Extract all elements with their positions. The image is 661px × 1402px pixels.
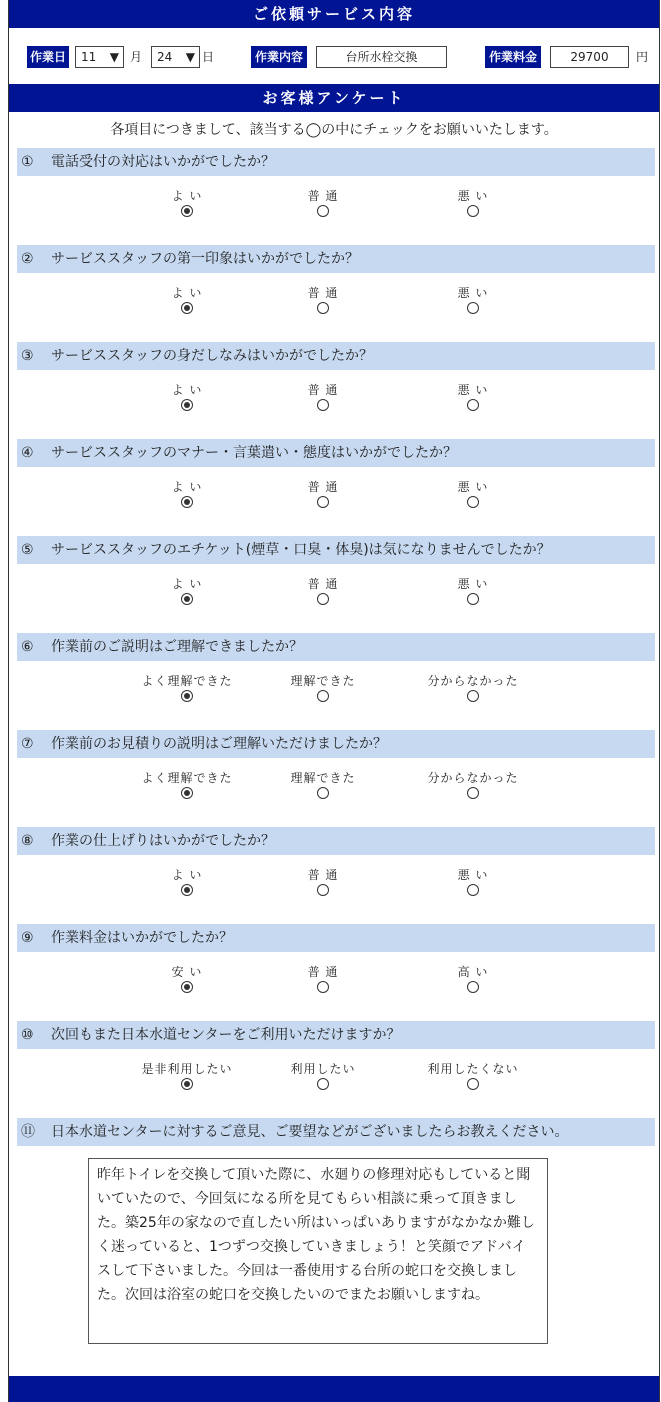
answer-option: [263, 479, 383, 508]
question-number: ①: [21, 154, 34, 170]
option-label: 分からなかった: [427, 771, 519, 785]
question-header: [17, 633, 655, 661]
answer-option: [413, 382, 533, 411]
answer-option: [413, 964, 533, 993]
question-number: ⑪: [21, 1124, 35, 1140]
answer-option: [263, 673, 383, 702]
answer-option: [413, 867, 533, 896]
radio-button[interactable]: [181, 302, 193, 314]
answer-option: [413, 770, 533, 799]
survey-section-header: お客様アンケート: [9, 84, 659, 112]
option-label: よく理解できた: [141, 674, 233, 688]
question-number: ⑥: [21, 639, 34, 655]
answer-option: [413, 576, 533, 605]
fee-unit: 円: [636, 50, 649, 64]
radio-button[interactable]: [467, 787, 479, 799]
question-number: ⑦: [21, 736, 34, 752]
option-label: よく理解できた: [141, 771, 233, 785]
radio-button[interactable]: [317, 496, 329, 508]
question-header: [17, 1021, 655, 1049]
question-7: [9, 730, 659, 827]
question-5: [9, 536, 659, 633]
question-text: サービススタッフの身だしなみはいかがでしたか？: [51, 348, 373, 364]
question-text: 電話受付の対応はいかがでしたか？: [51, 154, 275, 170]
answer-option: [263, 382, 383, 411]
question-number: ⑩: [21, 1027, 34, 1043]
work-fee-label: 作業料金: [485, 46, 541, 68]
radio-button[interactable]: [181, 981, 193, 993]
chevron-down-icon: ▼: [109, 50, 119, 64]
answer-options: [9, 758, 659, 827]
month-select[interactable]: [75, 46, 124, 68]
work-fee-field[interactable]: 29700: [550, 46, 629, 68]
question-text: サービススタッフのマナー・言葉遣い・態度はいかがでしたか？: [51, 445, 457, 461]
question-number: ⑤: [21, 542, 34, 558]
survey-instruction: 各項目につきまして、該当する◯の中にチェックをお願いいたします。: [110, 122, 558, 138]
option-label: 普 通: [307, 868, 339, 882]
question-header: [17, 439, 655, 467]
day-value: 24: [157, 50, 173, 64]
answer-option: [127, 188, 247, 217]
question-header: [17, 1118, 655, 1146]
radio-button[interactable]: [317, 884, 329, 896]
option-label: よ い: [171, 286, 203, 300]
radio-button[interactable]: [181, 205, 193, 217]
answer-option: [413, 188, 533, 217]
option-label: よ い: [171, 480, 203, 494]
answer-option: [263, 770, 383, 799]
question-3: [9, 342, 659, 439]
answer-options: [9, 564, 659, 633]
radio-button[interactable]: [317, 690, 329, 702]
answer-options: [9, 661, 659, 730]
footer-band: [9, 1376, 659, 1402]
option-label: 悪 い: [457, 480, 489, 494]
radio-button[interactable]: [317, 593, 329, 605]
service-info-row: [9, 28, 659, 84]
radio-button[interactable]: [317, 399, 329, 411]
question-text: 作業前のご説明はご理解できましたか？: [51, 639, 303, 655]
chevron-down-icon: ▼: [185, 50, 195, 64]
option-label: 高 い: [457, 965, 489, 979]
radio-button[interactable]: [181, 787, 193, 799]
option-label: 普 通: [307, 189, 339, 203]
answer-options: [9, 952, 659, 1021]
question-header: [17, 730, 655, 758]
option-label: 利用したい: [290, 1062, 356, 1076]
question-list: [9, 148, 659, 1118]
question-number: ②: [21, 251, 34, 267]
question-11: [9, 1118, 659, 1344]
radio-button[interactable]: [467, 981, 479, 993]
option-label: よ い: [171, 868, 203, 882]
option-label: 理解できた: [290, 674, 356, 688]
radio-button[interactable]: [317, 205, 329, 217]
answer-option: [127, 479, 247, 508]
question-text: 次回もまた日本水道センターをご利用いただけますか？: [51, 1027, 401, 1043]
service-section-header: ご依頼サービス内容: [9, 0, 659, 28]
work-date-label: 作業日: [27, 46, 69, 68]
option-label: よ い: [171, 383, 203, 397]
option-label: 理解できた: [290, 771, 356, 785]
answer-option: [263, 576, 383, 605]
option-label: 普 通: [307, 480, 339, 494]
question-header: [17, 342, 655, 370]
radio-button[interactable]: [467, 1078, 479, 1090]
answer-option: [127, 1061, 247, 1090]
question-header: [17, 536, 655, 564]
answer-option: [127, 673, 247, 702]
comment-textarea[interactable]: 昨年トイレを交換して頂いた際に、水廻りの修理対応もしていると聞いていたので、今回気になる所を見てもらい相談に乗って頂きました。築25年の家なので直したい所はいっぱいありますがなかなか難しく迷っていると、1つずつ交換していきましょう！と笑顔でアドバイスして下さいました。今回は一番使用する台所の蛇口を交換しました。次回は浴室の蛇口を交換したいのでまたお願いしますね。: [88, 1158, 548, 1344]
radio-button[interactable]: [181, 399, 193, 411]
question-text: サービススタッフの第一印象はいかがでしたか？: [51, 251, 359, 267]
option-label: 悪 い: [457, 868, 489, 882]
work-content-field[interactable]: 台所水栓交換: [316, 46, 447, 68]
question-text: 作業料金はいかがでしたか？: [51, 930, 233, 946]
option-label: 安 い: [171, 965, 203, 979]
survey-form: [8, 0, 660, 1402]
question-header: [17, 245, 655, 273]
radio-button[interactable]: [467, 496, 479, 508]
question-10: [9, 1021, 659, 1118]
option-label: 普 通: [307, 286, 339, 300]
radio-button[interactable]: [317, 787, 329, 799]
answer-options: [9, 176, 659, 245]
option-label: よ い: [171, 189, 203, 203]
day-unit: 日: [202, 50, 215, 64]
question-1: [9, 148, 659, 245]
option-label: 普 通: [307, 383, 339, 397]
answer-option: [263, 188, 383, 217]
radio-button[interactable]: [181, 690, 193, 702]
answer-option: [263, 964, 383, 993]
option-label: 是非利用したい: [141, 1062, 233, 1076]
answer-option: [127, 964, 247, 993]
radio-button[interactable]: [317, 302, 329, 314]
answer-option: [413, 1061, 533, 1090]
answer-options: [9, 855, 659, 924]
radio-button[interactable]: [317, 981, 329, 993]
radio-button[interactable]: [467, 302, 479, 314]
radio-button[interactable]: [467, 593, 479, 605]
option-label: 利用したくない: [427, 1062, 519, 1076]
radio-button[interactable]: [181, 496, 193, 508]
question-text: 日本水道センターに対するご意見、ご要望などがございましたらお教えください。: [51, 1124, 569, 1140]
option-label: 悪 い: [457, 577, 489, 591]
question-2: [9, 245, 659, 342]
question-4: [9, 439, 659, 536]
month-unit: 月: [130, 50, 143, 64]
answer-option: [127, 576, 247, 605]
radio-button[interactable]: [467, 399, 479, 411]
question-text: 作業の仕上げりはいかがでしたか？: [51, 833, 275, 849]
answer-options: [9, 467, 659, 536]
option-label: 悪 い: [457, 286, 489, 300]
answer-option: [263, 285, 383, 314]
answer-options: [9, 273, 659, 342]
radio-button[interactable]: [467, 884, 479, 896]
answer-option: [413, 673, 533, 702]
option-label: よ い: [171, 577, 203, 591]
answer-options: [9, 370, 659, 439]
question-9: [9, 924, 659, 1021]
option-label: 悪 い: [457, 189, 489, 203]
question-header: [17, 148, 655, 176]
answer-option: [413, 285, 533, 314]
answer-option: [413, 479, 533, 508]
answer-option: [127, 867, 247, 896]
option-label: 普 通: [307, 965, 339, 979]
question-8: [9, 827, 659, 924]
question-number: ③: [21, 348, 34, 364]
radio-button[interactable]: [317, 1078, 329, 1090]
work-content-label: 作業内容: [251, 46, 307, 68]
radio-button[interactable]: [181, 1078, 193, 1090]
radio-button[interactable]: [181, 884, 193, 896]
option-label: 悪 い: [457, 383, 489, 397]
answer-option: [263, 1061, 383, 1090]
option-label: 分からなかった: [427, 674, 519, 688]
question-text: 作業前のお見積りの説明はご理解いただけましたか？: [51, 736, 387, 752]
question-6: [9, 633, 659, 730]
radio-button[interactable]: [467, 690, 479, 702]
radio-button[interactable]: [467, 205, 479, 217]
question-text: サービススタッフのエチケット(煙草・口臭・体臭)は気になりませんでしたか？: [51, 542, 551, 558]
question-number: ⑨: [21, 930, 34, 946]
question-number: ④: [21, 445, 34, 461]
question-header: [17, 827, 655, 855]
answer-option: [263, 867, 383, 896]
answer-option: [127, 382, 247, 411]
question-header: [17, 924, 655, 952]
answer-options: [9, 1049, 659, 1118]
answer-option: [127, 770, 247, 799]
answer-option: [127, 285, 247, 314]
question-number: ⑧: [21, 833, 34, 849]
month-value: 11: [81, 50, 97, 64]
day-select[interactable]: [151, 46, 200, 68]
radio-button[interactable]: [181, 593, 193, 605]
option-label: 普 通: [307, 577, 339, 591]
